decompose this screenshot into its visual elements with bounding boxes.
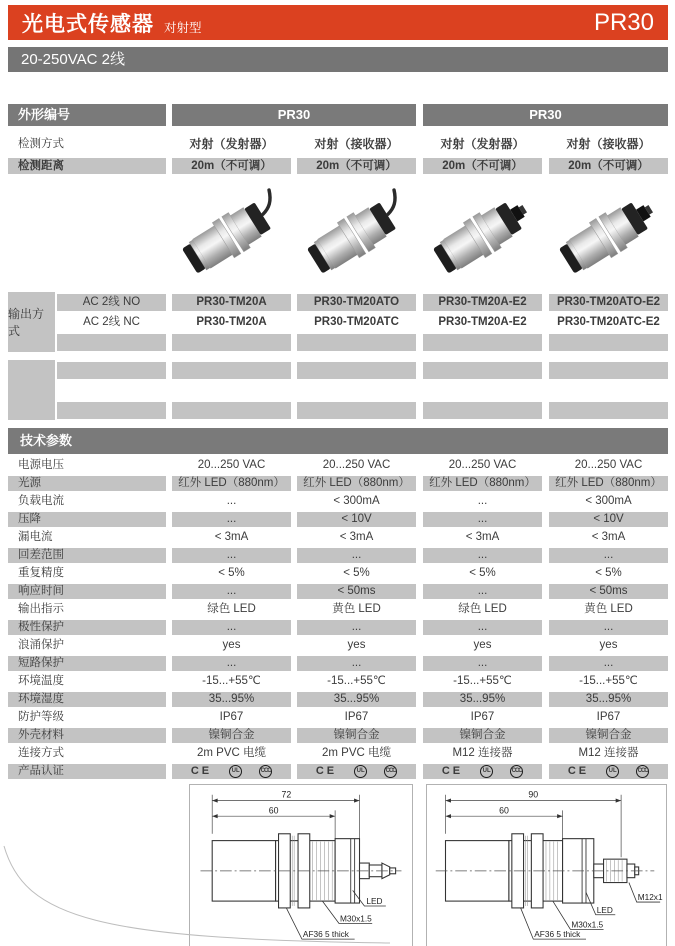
- value-cell: 20...250 VAC: [322, 458, 391, 471]
- cert-cell: [172, 764, 291, 779]
- row-label: 负载电流: [18, 494, 64, 507]
- value-cell: -15...+55℃: [202, 674, 261, 687]
- table-row-output-no: [57, 292, 668, 312]
- dim-body: 60: [268, 805, 279, 816]
- group-header: PR30: [423, 104, 668, 126]
- table-row: [8, 564, 675, 582]
- value-cell: 红外 LED（880nm）: [549, 476, 668, 491]
- table-row-detection-range: [8, 156, 675, 176]
- value-cell: 镍铜合金: [297, 728, 416, 743]
- value-cell: ...: [297, 548, 416, 563]
- value-cell: 镍铜合金: [423, 728, 542, 743]
- ce-mark-icon: CE: [441, 764, 464, 777]
- value-cell: -15...+55℃: [579, 674, 638, 687]
- drawing-label-led: LED: [596, 904, 613, 915]
- row-label: 回差范围: [8, 548, 166, 563]
- ce-mark-icon: CE: [190, 764, 213, 777]
- model-cell: [172, 362, 291, 379]
- value-cell: IP67: [470, 710, 495, 723]
- row-label: 光源: [8, 476, 166, 491]
- dim-body: 60: [499, 805, 509, 816]
- value-cell: 红外 LED（880nm）: [172, 476, 291, 491]
- ul-mark-icon: UL: [606, 765, 619, 778]
- drawing-label-thread: M30x1.5: [340, 913, 372, 924]
- table-row-empty: [57, 380, 668, 400]
- model-cell: PR30-TM20A: [172, 294, 291, 311]
- value-cell: -15...+55℃: [453, 674, 512, 687]
- value-cell: 对射（接收器）: [314, 136, 399, 151]
- row-label: 环境湿度: [8, 692, 166, 707]
- value-cell: < 50ms: [549, 584, 668, 599]
- dimension-drawing-cable: [190, 785, 410, 945]
- value-cell: < 3mA: [465, 530, 500, 543]
- model-cell: [423, 362, 542, 379]
- value-cell: ...: [423, 512, 542, 527]
- drawing-label-thread: M30x1.5: [571, 919, 604, 930]
- table-row: [8, 654, 675, 672]
- ccc-mark-icon: CCC: [510, 765, 523, 778]
- sensor-photo-cable: [172, 184, 291, 284]
- drawing-label-nut: AF36 5 thick: [534, 929, 581, 940]
- row-label: 短路保护: [8, 656, 166, 671]
- sensor-connector-image: [553, 184, 665, 284]
- table-row: [8, 546, 675, 564]
- value-cell: 镍铜合金: [549, 728, 668, 743]
- table-row: [8, 582, 675, 600]
- value-cell: ...: [172, 656, 291, 671]
- dim-total: 90: [528, 789, 539, 800]
- model-cell: [423, 382, 542, 399]
- section-label-overview: 外形编号: [8, 104, 166, 126]
- model-cell: PR30-TM20A-E2: [438, 315, 527, 328]
- model-cell: [297, 402, 416, 419]
- table-row-empty: [57, 400, 668, 420]
- sensor-cable-image: [176, 184, 288, 284]
- table-row: [8, 636, 675, 654]
- value-cell: ...: [549, 656, 668, 671]
- value-cell: 对射（接收器）: [566, 136, 651, 151]
- value-cell: M12 连接器: [452, 746, 513, 759]
- sensor-photo-connector: [423, 184, 542, 284]
- value-cell: yes: [347, 638, 366, 651]
- model-cell: [297, 382, 416, 399]
- row-label: 电源电压: [18, 458, 64, 471]
- model-cell: [549, 402, 668, 419]
- value-cell: < 5%: [343, 566, 370, 579]
- model-cell: [423, 402, 542, 419]
- product-photos-row: [8, 176, 675, 292]
- value-cell: 红外 LED（880nm）: [297, 476, 416, 491]
- value-cell: 20m（不可调）: [172, 158, 291, 174]
- row-label: 环境温度: [18, 674, 64, 687]
- ul-mark-icon: UL: [229, 765, 242, 778]
- table-row-output-empty: [57, 332, 668, 352]
- table-row: [8, 708, 675, 726]
- value-cell: < 3mA: [214, 530, 249, 543]
- row-label: 检测距离: [8, 158, 166, 174]
- row-label: 浪涌保护: [18, 638, 64, 651]
- value-cell: M12 连接器: [578, 746, 639, 759]
- ccc-mark-icon: CCC: [259, 765, 272, 778]
- value-cell: ...: [423, 548, 542, 563]
- output-sub-label: [57, 382, 166, 399]
- drawing-label-nut: AF36 5 thick: [302, 929, 349, 940]
- value-cell: 20...250 VAC: [197, 458, 266, 471]
- output-sub-label: [57, 362, 166, 379]
- value-cell: 2m PVC 电缆: [321, 746, 391, 759]
- row-label: 产品认证: [8, 764, 166, 779]
- value-cell: < 10V: [297, 512, 416, 527]
- value-cell: ...: [172, 512, 291, 527]
- model-cell: PR30-TM20ATC-E2: [557, 315, 660, 328]
- table-row: [8, 528, 675, 546]
- value-cell: < 50ms: [297, 584, 416, 599]
- row-label: 极性保护: [8, 620, 166, 635]
- group-header: PR30: [172, 104, 416, 126]
- value-cell: < 3mA: [339, 530, 374, 543]
- value-cell: 对射（发射器）: [440, 136, 525, 151]
- value-cell: 20m（不可调）: [297, 158, 416, 174]
- ccc-mark-icon: CCC: [636, 765, 649, 778]
- value-cell: 绿色 LED: [207, 602, 256, 615]
- table-row: [8, 474, 675, 492]
- model-cell: [172, 402, 291, 419]
- value-cell: -15...+55℃: [327, 674, 386, 687]
- value-cell: 绿色 LED: [458, 602, 507, 615]
- value-cell: 20m（不可调）: [549, 158, 668, 174]
- value-cell: 黄色 LED: [584, 602, 633, 615]
- model-cell: [297, 334, 416, 351]
- value-cell: 35...95%: [172, 692, 291, 707]
- row-label: 压降: [8, 512, 166, 527]
- table-row-empty: [57, 360, 668, 380]
- row-label: 连接方式: [18, 746, 64, 759]
- value-cell: yes: [222, 638, 241, 651]
- row-label: 输出指示: [18, 602, 64, 615]
- value-cell: yes: [473, 638, 492, 651]
- dimension-drawing-connector: [427, 785, 664, 945]
- output-sub-label: AC 2线 NC: [83, 315, 140, 328]
- value-cell: 黄色 LED: [332, 602, 381, 615]
- value-cell: ...: [172, 548, 291, 563]
- value-cell: < 5%: [595, 566, 622, 579]
- value-cell: ...: [477, 494, 488, 507]
- drawing-label-m12: M12x1: [637, 892, 663, 903]
- row-label: 外壳材料: [8, 728, 166, 743]
- ul-mark-icon: UL: [354, 765, 367, 778]
- output-sub-label: [57, 402, 166, 419]
- value-cell: 镍铜合金: [172, 728, 291, 743]
- row-label: 漏电流: [18, 530, 53, 543]
- dim-total: 72: [281, 789, 292, 800]
- value-cell: ...: [172, 584, 291, 599]
- model-cell: PR30-TM20A-E2: [423, 294, 542, 311]
- table-row: [8, 744, 675, 762]
- output-sub-label: [57, 334, 166, 351]
- value-cell: 红外 LED（880nm）: [423, 476, 542, 491]
- value-cell: yes: [599, 638, 618, 651]
- header-bar: [8, 5, 668, 40]
- ce-mark-icon: CE: [315, 764, 338, 777]
- value-cell: IP67: [344, 710, 369, 723]
- model-cell: [423, 334, 542, 351]
- model-cell: [549, 382, 668, 399]
- cert-cell: [297, 764, 416, 779]
- value-cell: ...: [297, 656, 416, 671]
- model-cell: PR30-TM20ATO-E2: [549, 294, 668, 311]
- value-cell: 35...95%: [423, 692, 542, 707]
- value-cell: 对射（发射器）: [189, 136, 274, 151]
- table-row-certification: [8, 762, 675, 780]
- row-label: 检测方式: [18, 137, 64, 150]
- value-cell: 20m（不可调）: [423, 158, 542, 174]
- drawing-panel-cable: [189, 784, 413, 946]
- table-row: [8, 456, 675, 474]
- value-cell: < 5%: [469, 566, 496, 579]
- output-sub-label: AC 2线 NO: [57, 294, 166, 311]
- dimension-drawings: [189, 784, 675, 946]
- value-cell: < 5%: [218, 566, 245, 579]
- section-label-tech: 技术参数: [8, 428, 668, 454]
- sensor-photo-connector: [549, 184, 668, 284]
- model-cell: [549, 362, 668, 379]
- value-cell: ...: [172, 620, 291, 635]
- output-label-empty: [8, 360, 55, 420]
- value-cell: 2m PVC 电缆: [196, 746, 266, 759]
- model-cell: PR30-TM20ATO: [297, 294, 416, 311]
- row-label: 重复精度: [18, 566, 64, 579]
- table-row: [8, 492, 675, 510]
- model-name: PR30: [593, 8, 654, 36]
- model-cell: [172, 334, 291, 351]
- value-cell: ...: [549, 548, 668, 563]
- model-cell: PR30-TM20ATC: [314, 315, 399, 328]
- value-cell: ...: [297, 620, 416, 635]
- table-row-output-nc: [57, 312, 668, 332]
- value-cell: < 10V: [549, 512, 668, 527]
- value-cell: 35...95%: [549, 692, 668, 707]
- table-row-detection-mode: [8, 132, 675, 156]
- sensor-cable-image: [301, 184, 413, 284]
- value-cell: ...: [423, 584, 542, 599]
- output-label: 输出方式: [8, 292, 55, 352]
- sensor-photo-cable: [297, 184, 416, 284]
- cert-cell: [423, 764, 542, 779]
- drawing-panel-connector: [426, 784, 667, 946]
- output-section-secondary: [8, 360, 675, 420]
- model-cell: [549, 334, 668, 351]
- model-cell: [297, 362, 416, 379]
- row-label: 防护等级: [18, 710, 64, 723]
- value-cell: < 300mA: [585, 494, 632, 507]
- table-row: [8, 618, 675, 636]
- ul-mark-icon: UL: [480, 765, 493, 778]
- page-subtitle: 对射型: [164, 20, 202, 35]
- model-cell: PR30-TM20A: [196, 315, 267, 328]
- value-cell: ...: [549, 620, 668, 635]
- page-title: 光电式传感器: [22, 12, 154, 36]
- table-row: [8, 510, 675, 528]
- overview-header-row: [8, 104, 675, 126]
- value-cell: 20...250 VAC: [574, 458, 643, 471]
- ce-mark-icon: CE: [567, 764, 590, 777]
- value-cell: IP67: [596, 710, 621, 723]
- value-cell: < 300mA: [333, 494, 380, 507]
- value-cell: 20...250 VAC: [448, 458, 517, 471]
- drawing-label-led: LED: [366, 896, 383, 907]
- value-cell: ...: [423, 656, 542, 671]
- value-cell: ...: [226, 494, 237, 507]
- cert-cell: [549, 764, 668, 779]
- table-row: [8, 690, 675, 708]
- ccc-mark-icon: CCC: [384, 765, 397, 778]
- table-row: [8, 672, 675, 690]
- row-label: 响应时间: [8, 584, 166, 599]
- model-cell: [172, 382, 291, 399]
- sensor-connector-image: [427, 184, 539, 284]
- table-row: [8, 600, 675, 618]
- value-cell: IP67: [219, 710, 244, 723]
- value-cell: < 3mA: [591, 530, 626, 543]
- series-bar: 20-250VAC 2线: [8, 47, 668, 72]
- value-cell: ...: [423, 620, 542, 635]
- table-row: [8, 726, 675, 744]
- output-section: [8, 292, 675, 352]
- value-cell: 35...95%: [297, 692, 416, 707]
